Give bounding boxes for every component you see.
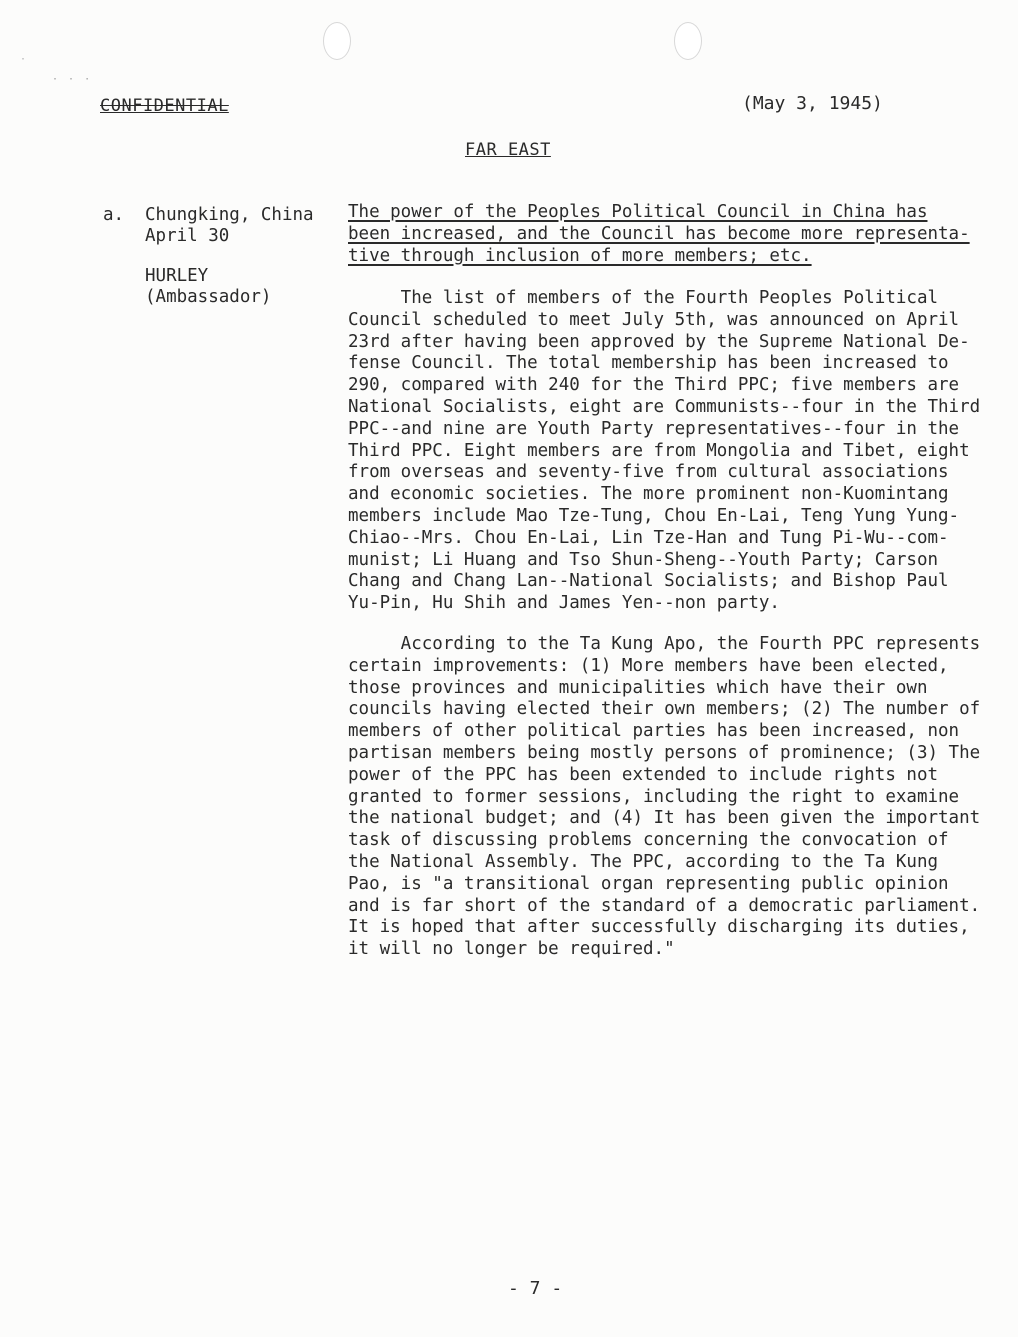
text-line: from overseas and seventy-five from cultural associations <box>348 462 949 483</box>
classification-marking: CONFIDENTIAL <box>100 96 229 116</box>
text-line: According to the Ta Kung Apo, the Fourth PPC represents <box>348 634 981 654</box>
scan-speck: · <box>20 54 27 65</box>
document-date: (May 3, 1945) <box>742 93 883 114</box>
text-line: It is hoped that after successfully discharging its duties, <box>348 917 970 938</box>
text-line: those provinces and municipalities which have their own <box>348 677 928 698</box>
text-line: 23rd after having been approved by the Supreme National De- <box>348 331 970 352</box>
text-line: and economic societies. The more prominent non-Kuomintang <box>348 484 949 505</box>
text-line: The list of members of the Fourth Peoples Political <box>348 288 939 308</box>
summary-line: been increased, and the Council has become more representa- <box>348 223 970 244</box>
entry-author: HURLEY <box>145 266 209 286</box>
page-number: - 7 - <box>508 1278 563 1299</box>
text-line: Council scheduled to meet July 5th, was announced on April <box>348 309 960 330</box>
entry-metadata <box>145 205 335 308</box>
text-line: Pao, is "a transitional organ representing public opinion <box>348 873 949 894</box>
text-line: fense Council. The total membership has been increased to <box>348 353 949 374</box>
entry-location: Chungking, China <box>145 205 314 225</box>
text-line: councils having elected their own members; (2) The number of <box>348 699 981 720</box>
text-line: Third PPC. Eight members are from Mongolia and Tibet, eight <box>348 440 970 461</box>
text-line: munist; Li Huang and Tso Shun-Sheng--Youth Party; Carson <box>348 549 939 570</box>
text-line: 290, compared with 240 for the Third PPC; five members are <box>348 375 960 396</box>
text-line: the National Assembly. The PPC, according to the Ta Kung <box>348 851 939 872</box>
punch-hole-left <box>323 22 351 60</box>
text-line: partisan members being mostly persons of prominence; (3) The <box>348 742 981 763</box>
text-line: Chang and Chang Lan--National Socialists; and Bishop Paul <box>348 571 949 592</box>
text-line: members include Mao Tze-Tung, Chou En-Lai, Teng Yung Yung- <box>348 505 960 526</box>
section-heading: FAR EAST <box>465 140 551 160</box>
text-line: task of discussing problems concerning the convocation of <box>348 830 949 851</box>
punch-hole-right <box>674 22 702 60</box>
scan-specks: · · · <box>52 74 93 85</box>
body-paragraph-1 <box>348 288 1003 615</box>
text-line: the national budget; and (4) It has been given the important <box>348 808 981 829</box>
text-line: it will no longer be required." <box>348 939 675 960</box>
summary-line: tive through inclusion of more members; etc. <box>348 245 812 266</box>
entry-summary <box>348 202 1003 267</box>
text-line: Chiao--Mrs. Chou En-Lai, Lin Tze-Han and Tung Pi-Wu--com- <box>348 527 949 548</box>
text-line: power of the PPC has been extended to include rights not <box>348 764 939 785</box>
entry-date: April 30 <box>145 226 230 246</box>
text-line: PPC--and nine are Youth Party representatives--four in the <box>348 418 960 439</box>
entry-author-role: (Ambassador) <box>145 287 272 307</box>
body-paragraph-2 <box>348 634 1003 961</box>
text-line: certain improvements: (1) More members have been elected, <box>348 655 949 676</box>
text-line: granted to former sessions, including the right to examine <box>348 786 960 807</box>
text-line: Yu-Pin, Hu Shih and James Yen--non party. <box>348 593 780 614</box>
text-line: members of other political parties has been increased, non <box>348 721 960 742</box>
entry-letter: a. <box>103 205 125 225</box>
summary-line: The power of the Peoples Political Council in China has <box>348 202 928 222</box>
text-line: National Socialists, eight are Communists--four in the Third <box>348 396 981 417</box>
text-line: and is far short of the standard of a democratic parliament. <box>348 895 981 916</box>
